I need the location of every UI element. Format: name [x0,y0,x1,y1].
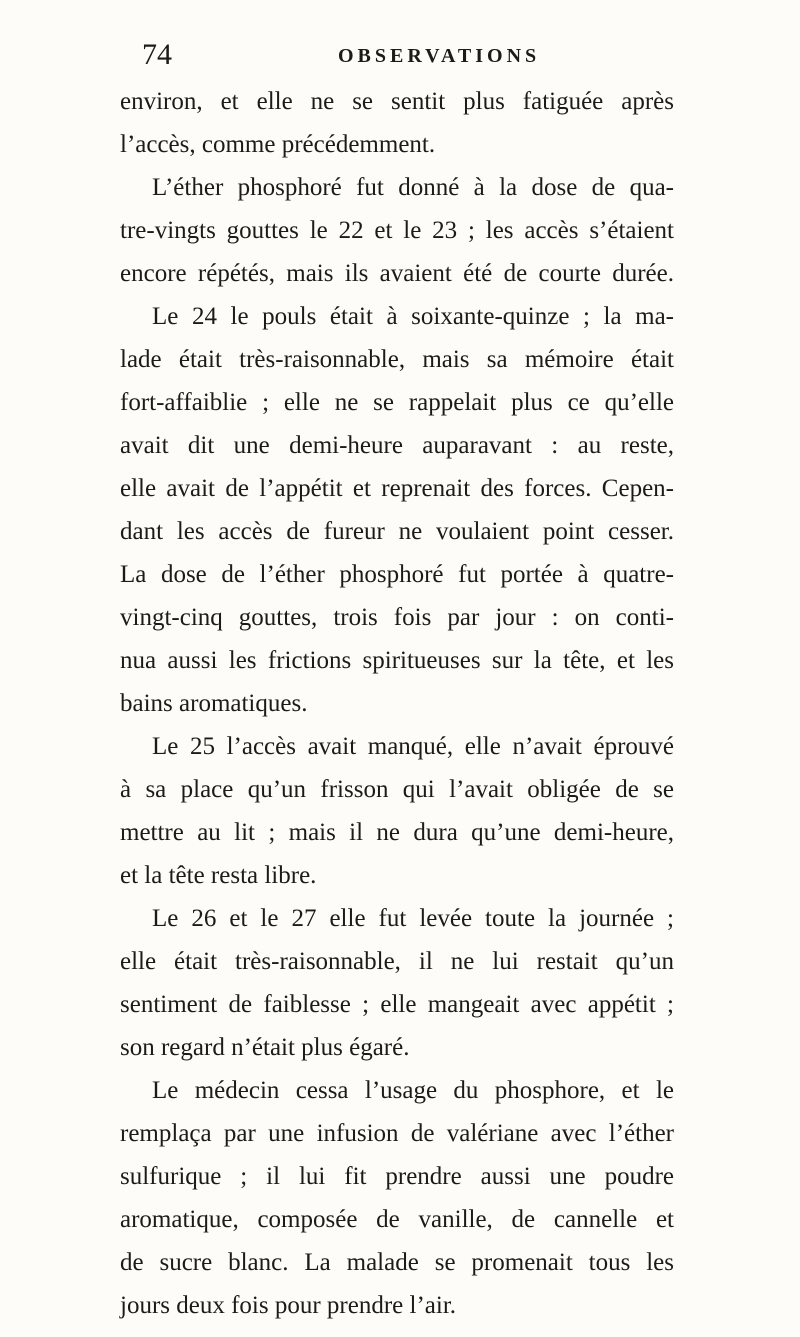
text-line: nua aussi les frictions spiritueuses sur la tête, et les [120,647,674,674]
text-line: fort-affaiblie ; elle ne se rappelait plus ce qu’elle [120,389,674,416]
text-line: à sa place qu’un frisson qui l’avait obligée de se [120,776,674,803]
text-line: dant les accès de fureur ne voulaient point cesser. [120,518,674,545]
text-line: Le 25 l’accès avait manqué, elle n’avait éprouvé [152,733,674,760]
text-line: Le 26 et le 27 elle fut levée toute la journée ; [152,905,674,932]
text-line: tre-vingts gouttes le 22 et le 23 ; les accès s’étaient [120,217,674,244]
text-line: L’éther phosphoré fut donné à la dose de qua- [152,174,674,201]
text-line: La dose de l’éther phosphoré fut portée à quatre- [120,561,674,588]
text-line: elle avait de l’appétit et reprenait des forces. Cepen- [120,475,674,502]
text-line: avait dit une demi-heure auparavant : au reste, [120,432,674,459]
text-line: encore répétés, mais ils avaient été de courte durée. [120,260,674,287]
text-line: son regard n’était plus égaré. [120,1034,410,1061]
text-line: elle était très-raisonnable, il ne lui restait qu’un [120,948,674,975]
text-line: jours deux fois pour prendre l’air. [120,1292,457,1319]
body-text [120,80,674,1327]
text-line: Le médecin cessa l’usage du phosphore, et le [152,1077,674,1104]
text-line: l’accès, comme précédemment. [120,131,436,158]
text-line: remplaça par une infusion de valériane avec l’éther [120,1120,674,1147]
text-line: bains aromatiques. [120,690,308,717]
running-head: OBSERVATIONS [338,45,541,67]
text-line: aromatique, composée de vanille, de cannelle et [120,1206,674,1233]
text-line: sulfurique ; il lui fit prendre aussi une poudre [120,1163,674,1190]
text-line: vingt-cinq gouttes, trois fois par jour : on conti- [120,604,674,631]
text-line: mettre au lit ; mais il ne dura qu’une demi-heure, [120,819,674,846]
text-line: Le 24 le pouls était à soixante-quinze ; la ma- [152,303,674,330]
text-line: et la tête resta libre. [120,862,317,889]
text-line: environ, et elle ne se sentit plus fatiguée après [120,88,674,115]
text-line: de sucre blanc. La malade se promenait tous les [120,1249,674,1276]
text-line: sentiment de faiblesse ; elle mangeait avec appétit ; [120,991,674,1018]
page-header [142,38,682,78]
text-line: lade était très-raisonnable, mais sa mémoire était [120,346,674,373]
page-number: 74 [142,38,172,71]
